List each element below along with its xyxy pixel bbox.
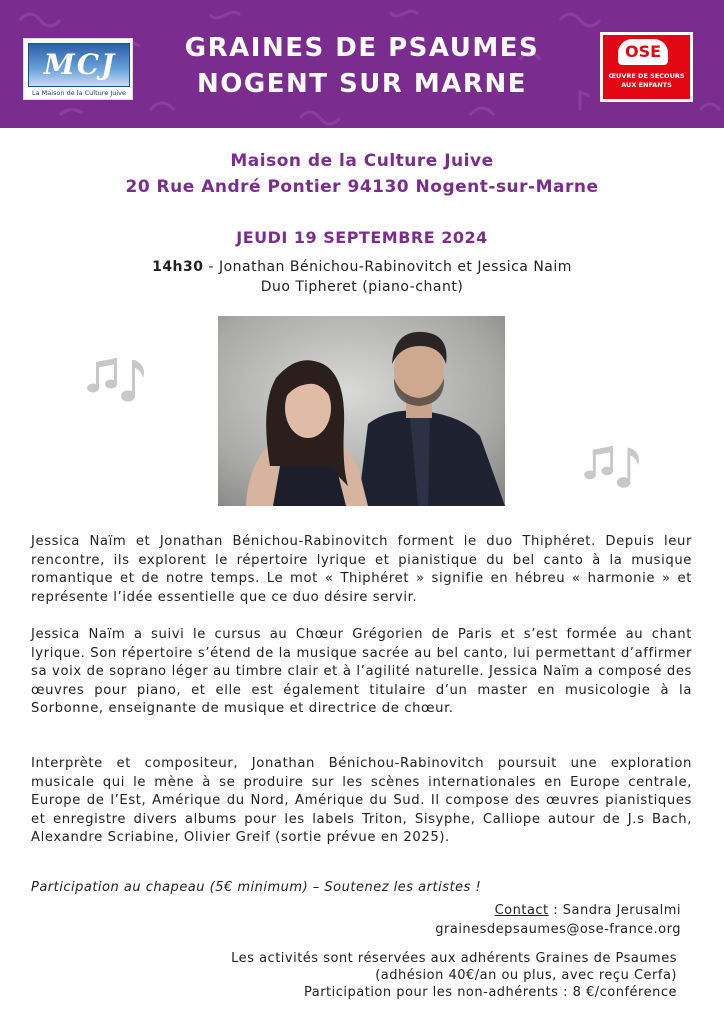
- venue-block: [0, 148, 724, 200]
- paragraph-duo: Jessica Naïm et Jonathan Bénichou-Rabinovitch forment le duo Thiphéret. Depuis leur rencontre, ils explorent le répertoire lyrique et pianistique du bel canto à la musique romantique et de notre temps. Le mot « Thiphéret » signifie en hébreu « harmonie » et représente l’idée essentielle que ce duo désire servir.: [31, 534, 692, 605]
- mcj-logo-letters: MCJ: [43, 48, 117, 81]
- ose-caption-line2: AUX ENFANTS: [621, 81, 672, 89]
- mcj-logo-caption: La Maison de la Culture Juive: [31, 89, 127, 97]
- contact-block: [181, 901, 681, 939]
- event-time: 14h30: [152, 259, 204, 275]
- page-title-line1: GRAINES DE PSAUMES: [184, 33, 540, 63]
- mcj-logo: [23, 38, 133, 100]
- venue-name: Maison de la Culture Juive: [230, 151, 494, 171]
- music-notes-icon: [582, 444, 646, 494]
- page-title-line2: NOGENT SUR MARNE: [197, 69, 527, 99]
- page-title: [150, 30, 574, 102]
- program-line1: [0, 257, 724, 277]
- venue-address: 20 Rue André Pontier 94130 Nogent-sur-Marne: [125, 177, 599, 197]
- membership-line3: Participation pour les non-adhérents : 8 €/conférence: [303, 985, 677, 1000]
- ose-logo-word: OSE: [618, 39, 668, 65]
- paragraph-jessica: Jessica Naïm a suivi le cursus au Chœur Grégorien de Paris et s’est formée au chant lyrique. Son répertoire s’étend de la musique sacrée au bel canto, lui permettant d’affirmer sa voix de soprano léger au timbre clair et à l’agilité naturelle. Jessica Naïm a composé des œuvres pour piano, et elle est également titulaire d’un master en musicologie à la Sorbonne, enseignante de musique et directrice de chœur.: [31, 627, 692, 716]
- contact-email[interactable]: grainesdepsaumes@ose-france.org: [435, 922, 681, 937]
- paragraph-jonathan: Interprète et compositeur, Jonathan Bénichou-Rabinovitch poursuit une exploration musicale qui le mène à se produire sur les scènes internationales en Europe centrale, Europe de l’Est, Amérique du Nord, Amérique du Sud. Il compose des œuvres pianistiques et enregistre divers albums pour les labels Triton, Sisyphe, Calliope autour de J.s Bach, Alexandre Scriabine, Olivier Greif (sortie prévue en 2025).: [31, 756, 692, 845]
- event-ensemble: Duo Tipheret (piano-chant): [260, 279, 464, 295]
- participation-note: Participation au chapeau (5€ minimum) – Soutenez les artistes !: [31, 880, 482, 895]
- event-date: JEUDI 19 SEPTEMBRE 2024: [236, 228, 488, 247]
- music-notes-icon: [86, 356, 150, 408]
- ose-caption-line1: ŒUVRE DE SECOURS: [608, 72, 685, 80]
- event-performers: - Jonathan Bénichou-Rabinovitch et Jessica Naim: [203, 259, 572, 275]
- mcj-logo-mark: [28, 43, 130, 87]
- ose-logo-caption: [603, 72, 690, 90]
- duo-photo: [218, 316, 505, 506]
- contact-line: [181, 901, 681, 920]
- contact-label: Contact: [494, 903, 549, 918]
- contact-name: : Sandra Jerusalmi: [548, 903, 681, 918]
- membership-line1: Les activités sont réservées aux adhérents Graines de Psaumes: [231, 951, 677, 966]
- header-banner: [0, 0, 724, 128]
- membership-info: [157, 950, 677, 1001]
- membership-line2: (adhésion 40€/an ou plus, avec reçu Cerfa): [375, 968, 677, 983]
- event-program: [0, 257, 724, 297]
- ose-logo: [600, 32, 693, 102]
